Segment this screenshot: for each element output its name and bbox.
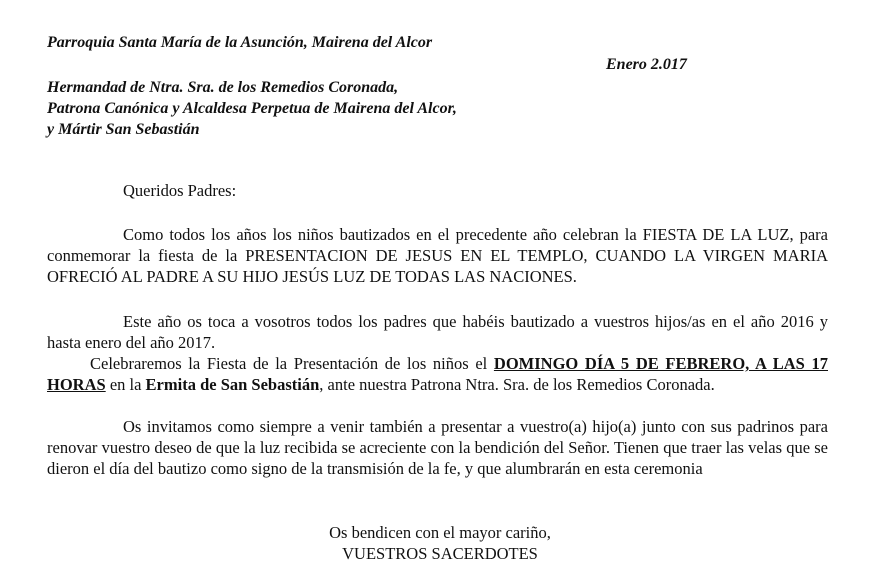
paragraph-4: Os invitamos como siempre a venir también a presentar a vuestro(a) hijo(a) junto con sus padrinos para renovar vuestro deseo de que la luz recibida se acreciente con la bendición del Señor. Tienen que traer las velas que se dieron el día del bautizo como signo de la transmisión de la fe, y que alumbrarán en esta ceremonia	[47, 417, 828, 478]
paragraph-3-mid: en la	[105, 375, 146, 394]
paragraph-1: Como todos los años los niños bautizados en el precedente año celebran la FIESTA DE LA LUZ, para conmemorar la fiesta de la PRESENTACION DE JESUS EN EL TEMPLO, CUANDO LA VIRGEN MARIA OFRECIÓ AL PADRE A SU HIJO JESÚS LUZ DE TODAS LAS NACIONES.	[47, 225, 828, 286]
salutation: Queridos Padres:	[123, 181, 237, 200]
paragraph-2: Este año os toca a vosotros todos los padres que habéis bautizado a vuestros hijos/as en el año 2016 y hasta enero del año 2017.	[47, 312, 828, 352]
paragraph-3	[47, 353, 828, 395]
event-date: DOMINGO DÍA 5 DE FEBRERO, A LAS 17 HORAS	[47, 354, 828, 394]
paragraph-3-end: , ante nuestra Patrona Ntra. Sra. de los Remedios Coronada.	[319, 375, 715, 394]
signature: VUESTROS SACERDOTES	[342, 544, 538, 563]
event-place: Ermita de San Sebastián	[145, 375, 320, 394]
brotherhood-line-3: y Mártir San Sebastián	[47, 121, 200, 138]
paragraph-3-start: Celebraremos la Fiesta de la Presentación de los niños el	[90, 354, 494, 373]
brotherhood-line-1: Hermandad de Ntra. Sra. de los Remedios Coronada,	[47, 79, 399, 96]
closing-line: Os bendicen con el mayor cariño,	[329, 523, 551, 542]
brotherhood-line-2: Patrona Canónica y Alcaldesa Perpetua de Mairena del Alcor,	[47, 100, 457, 117]
parish-line: Parroquia Santa María de la Asunción, Mairena del Alcor	[47, 34, 433, 51]
letter-date: Enero 2.017	[606, 56, 687, 73]
